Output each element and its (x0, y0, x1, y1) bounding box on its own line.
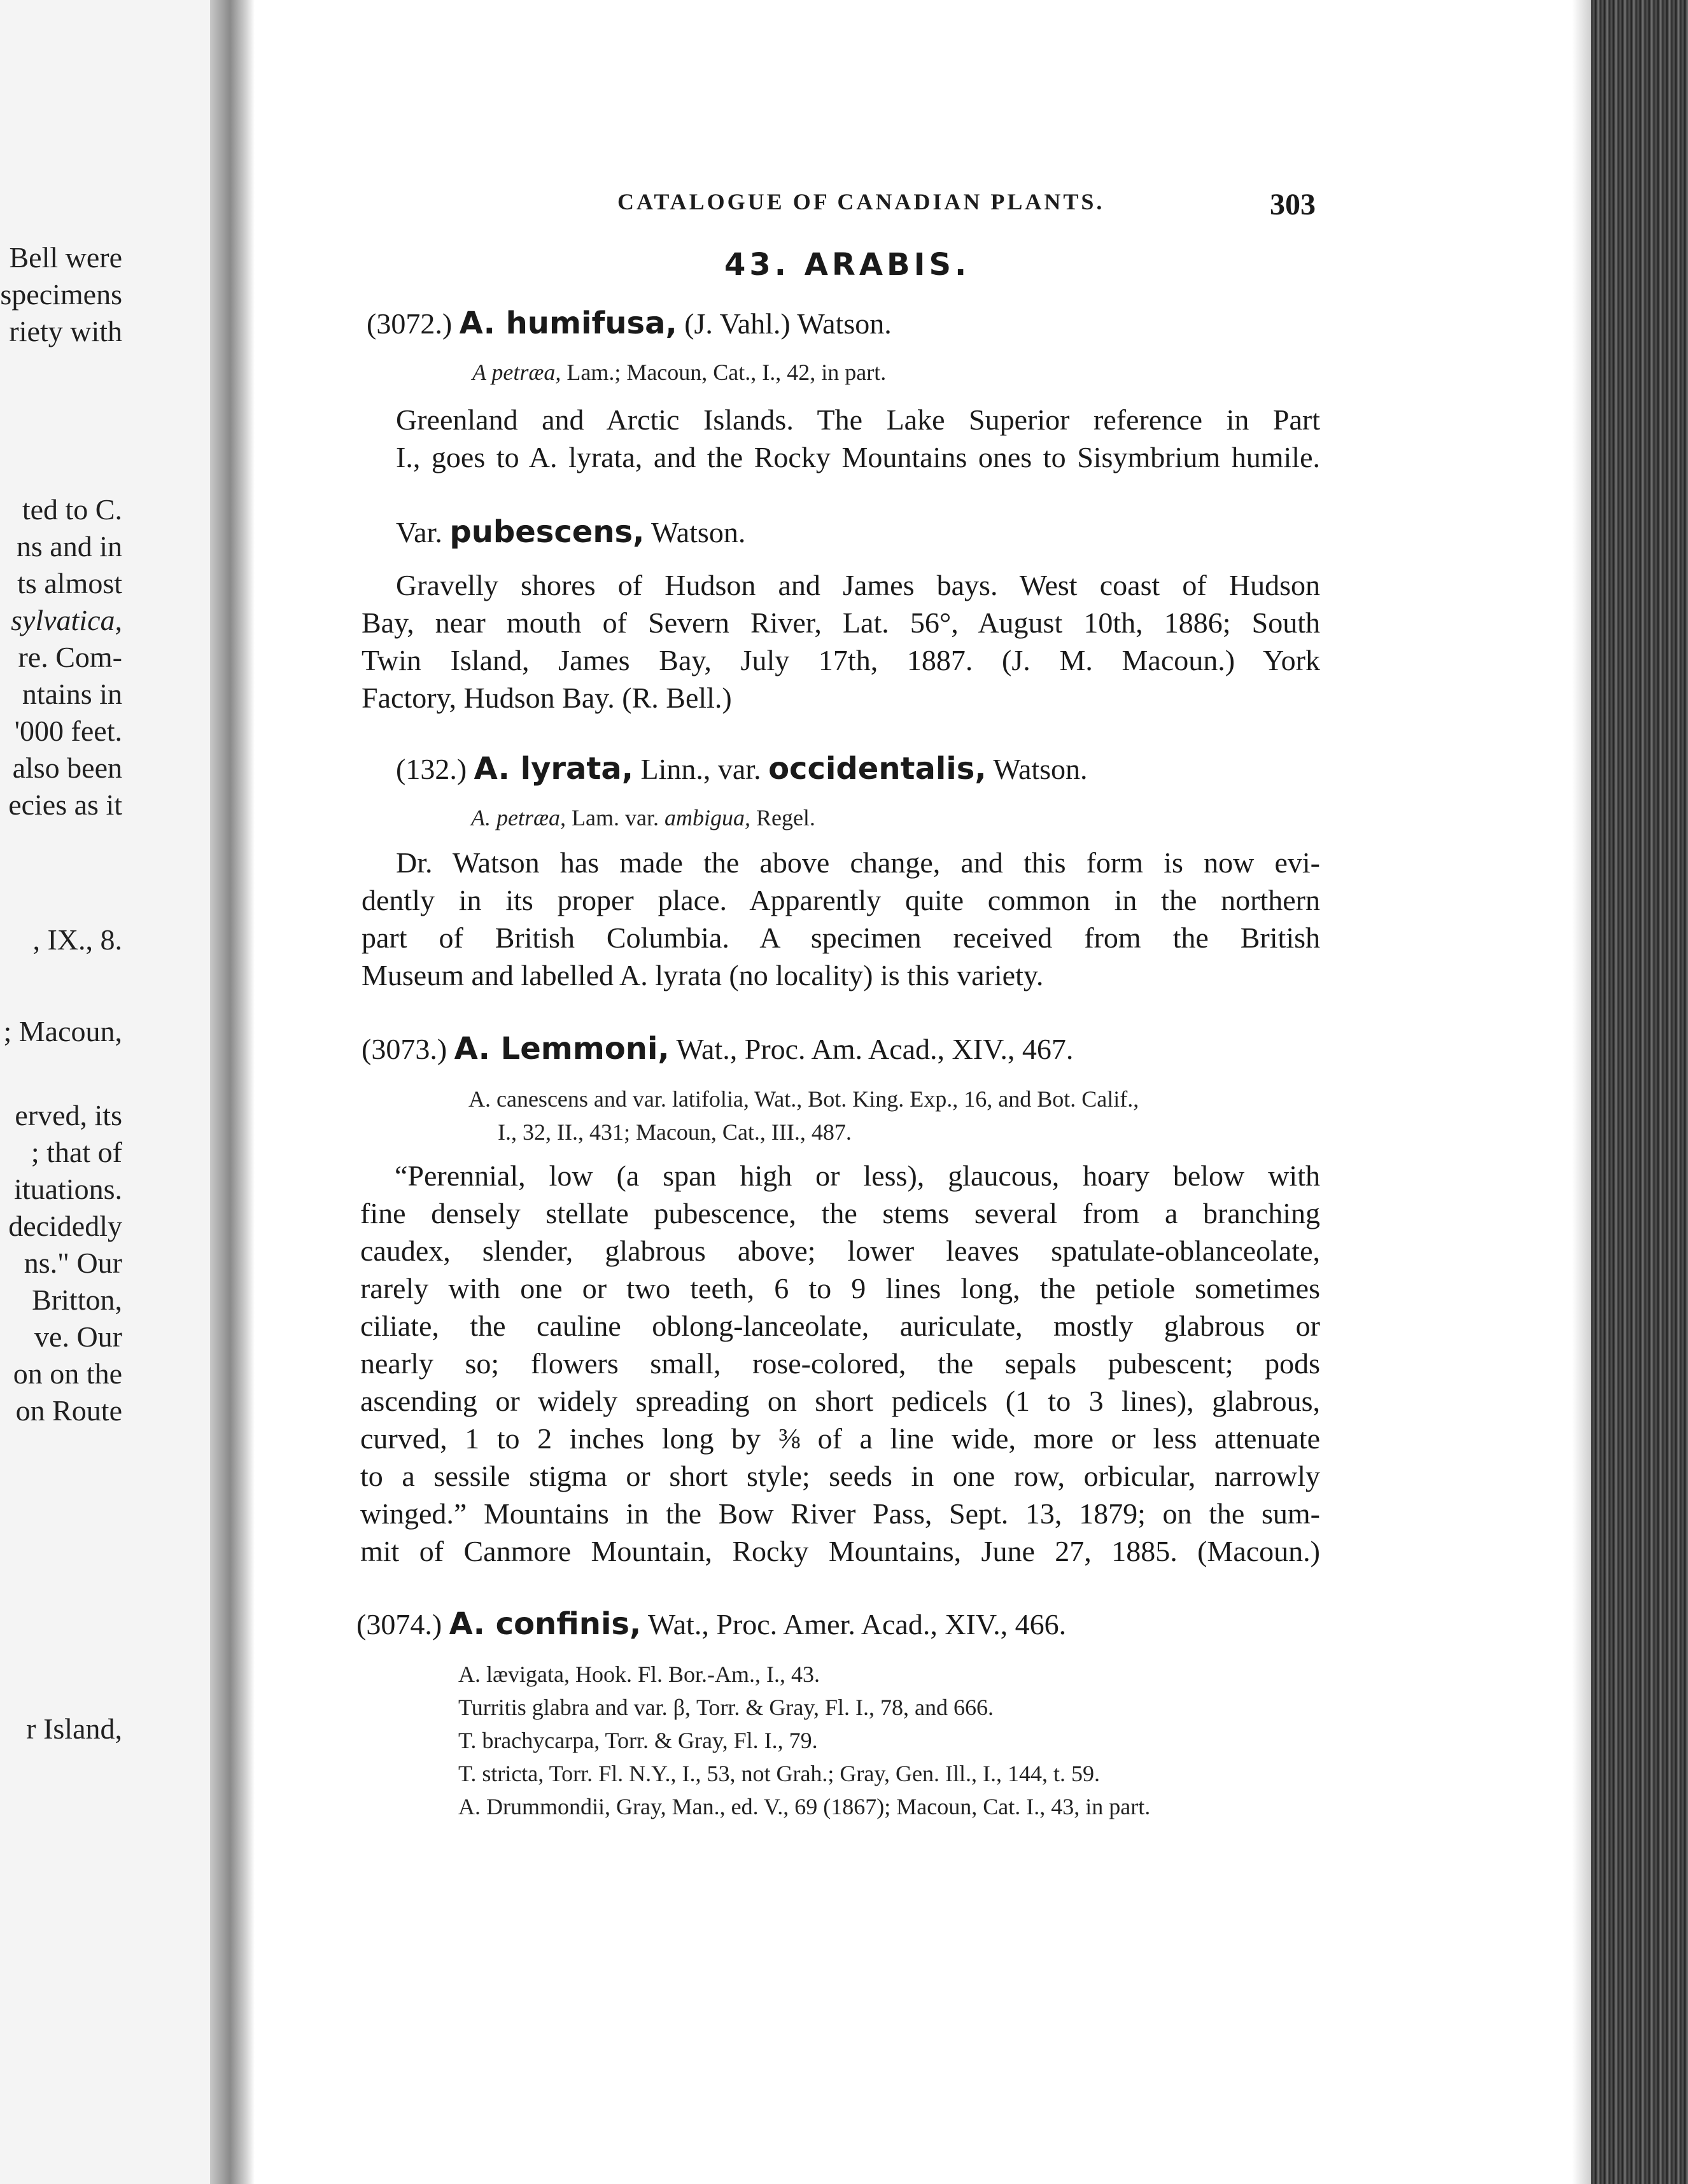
variety-name: occidentalis, (768, 751, 987, 787)
species-authority: Wat., Proc. Amer. Acad., XIV., 466. (647, 1608, 1067, 1641)
species-name: A. Lemmoni, (454, 1031, 670, 1067)
genus-heading: 43. ARABIS. (724, 247, 971, 283)
entry-lemmoni-synonym-line: A. canescens and var. latifolia, Wat., Bot. King. Exp., 16, and Bot. Calif., (468, 1086, 1139, 1112)
left-fragment: ntains in (22, 678, 122, 710)
synonym-name: A. petræa, (471, 805, 566, 830)
variety-authority: Watson. (651, 516, 746, 549)
entry-humifusa-synonym (472, 359, 886, 386)
entry-number: (3072.) (367, 307, 453, 340)
text-line: to a sessile stigma or short style; seeds in one row, orbicular, narrowly (360, 1460, 1320, 1492)
species-authority: (J. Vahl.) Watson. (684, 307, 892, 340)
entry-pubescens-text (362, 566, 1320, 717)
left-fragment: Britton, (32, 1284, 122, 1316)
entry-number: (3074.) (356, 1608, 442, 1641)
text-line: Bay, near mouth of Severn River, Lat. 56°, August 10th, 1886; South (362, 606, 1320, 639)
entry-confinis-synonym-line: T. stricta, Torr. Fl. N.Y., I., 53, not Grah.; Gray, Gen. Ill., I., 144, t. 59. (458, 1761, 1101, 1786)
left-fragment: ; that of (31, 1136, 122, 1168)
text-line: fine densely stellate pubescence, the stems several from a branching (360, 1197, 1320, 1229)
left-fragment: r Island, (26, 1712, 122, 1745)
entry-humifusa-title (367, 305, 892, 341)
text-line: I., goes to A. lyrata, and the Rocky Mountains ones to Sisymbrium humile. (396, 441, 1320, 473)
text-line: part of British Columbia. A specimen received from the British (362, 921, 1320, 954)
text-line: winged.” Mountains in the Bow River Pass, Sept. 13, 1879; on the sum- (360, 1497, 1320, 1530)
left-fragment: , IX., 8. (32, 923, 122, 956)
text-line: caudex, slender, glabrous above; lower leaves spatulate-oblanceolate, (360, 1235, 1320, 1267)
synonym-name: A petræa, (472, 360, 561, 385)
var-prefix: Var. (396, 516, 442, 549)
left-fragment: on Route (15, 1394, 122, 1427)
entry-humifusa-text (396, 401, 1320, 476)
left-fragment: specimens (0, 278, 122, 311)
entry-confinis-synonym-line: T. brachycarpa, Torr. & Gray, Fl. I., 79. (458, 1728, 818, 1753)
variety-authority: Watson. (993, 753, 1088, 785)
left-fragment: ituations. (14, 1173, 122, 1205)
entry-lyrata-text (362, 844, 1320, 994)
synonym-reference: Lam. var. (572, 805, 659, 830)
entry-lyrata-synonym (471, 804, 815, 831)
text-line: ascending or widely spreading on short pedicels (1 to 3 lines), glabrous, (360, 1385, 1320, 1417)
left-fragment: on on the (13, 1357, 122, 1390)
left-fragment: erved, its (15, 1099, 122, 1131)
entry-lemmoni-text (360, 1157, 1320, 1570)
running-title: CATALOGUE OF CANADIAN PLANTS. (617, 189, 1105, 214)
entry-number: (132.) (396, 753, 467, 785)
left-fragment: ted to C. (22, 493, 122, 526)
text-line: curved, 1 to 2 inches long by ⅜ of a line wide, more or less attenuate (360, 1422, 1320, 1455)
entry-confinis-synonym-line: Turritis glabra and var. β, Torr. & Gray, Fl. I., 78, and 666. (458, 1695, 994, 1720)
text-line: ciliate, the cauline oblong-lanceolate, auriculate, mostly glabrous or (360, 1310, 1320, 1342)
species-name: A. lyrata, (474, 751, 633, 787)
facing-page (0, 0, 224, 2184)
book-page-edges (1591, 0, 1688, 2184)
text-line: Museum and labelled A. lyrata (no locality) is this variety. (362, 959, 1044, 991)
text-line: Greenland and Arctic Islands. The Lake Superior reference in Part (396, 403, 1320, 436)
book-gutter (210, 0, 255, 2184)
left-fragment: Bell were (9, 241, 122, 274)
left-fragment: also been (12, 752, 122, 784)
entry-confinis-synonym-line: A. Drummondii, Gray, Man., ed. V., 69 (1867); Macoun, Cat. I., 43, in part. (458, 1794, 1151, 1819)
entry-pubescens-title (396, 514, 745, 550)
entry-lemmoni-title (362, 1031, 1073, 1067)
text-line: Gravelly shores of Hudson and James bays. West coast of Hudson (396, 569, 1320, 601)
text-line: Factory, Hudson Bay. (R. Bell.) (362, 682, 732, 714)
entry-lemmoni-synonym-line: I., 32, II., 431; Macoun, Cat., III., 487. (498, 1119, 852, 1145)
left-fragment: ns." Our (24, 1247, 122, 1279)
synonym-variety: ambigua, (664, 805, 750, 830)
left-fragment: riety with (9, 315, 122, 347)
variety-name: pubescens, (449, 514, 645, 550)
text-line: nearly so; flowers small, rose-colored, the sepals pubescent; pods (360, 1347, 1320, 1380)
text-line: mit of Canmore Mountain, Rocky Mountains, June 27, 1885. (Macoun.) (360, 1535, 1320, 1567)
left-fragment: ts almost (17, 567, 122, 599)
entry-confinis-synonym-line: A. lævigata, Hook. Fl. Bor.-Am., I., 43. (458, 1662, 820, 1687)
page-number: 303 (1270, 188, 1316, 221)
left-fragment: re. Com- (18, 641, 122, 673)
text-line: Dr. Watson has made the above change, and this form is now evi- (396, 846, 1320, 879)
synonym-reference: Lam.; Macoun, Cat., I., 42, in part. (566, 360, 887, 385)
left-fragment: sylvatica, (11, 604, 122, 636)
species-authority: Linn., var. (640, 753, 761, 785)
entry-confinis-title (356, 1606, 1066, 1642)
species-name: A. confinis, (449, 1606, 642, 1642)
entry-lyrata-title (396, 751, 1088, 787)
text-line: rarely with one or two teeth, 6 to 9 lines long, the petiole sometimes (360, 1272, 1320, 1305)
text-line: Twin Island, James Bay, July 17th, 1887. (J. M. Macoun.) York (362, 644, 1320, 676)
synonym-author: Regel. (756, 805, 815, 830)
left-fragment: ve. Our (34, 1320, 122, 1353)
left-fragment: '000 feet. (14, 715, 122, 747)
text-line: dently in its proper place. Apparently quite common in the northern (362, 884, 1320, 916)
left-fragment: ; Macoun, (3, 1015, 122, 1047)
left-fragment: decidedly (8, 1210, 122, 1242)
species-authority: Wat., Proc. Am. Acad., XIV., 467. (676, 1033, 1074, 1065)
left-fragment: ns and in (16, 530, 122, 563)
species-name: A. humifusa, (459, 305, 677, 341)
left-fragment: ecies as it (8, 788, 122, 821)
entry-number: (3073.) (362, 1033, 447, 1065)
text-line: “Perennial, low (a span high or less), glaucous, hoary below with (395, 1159, 1320, 1192)
